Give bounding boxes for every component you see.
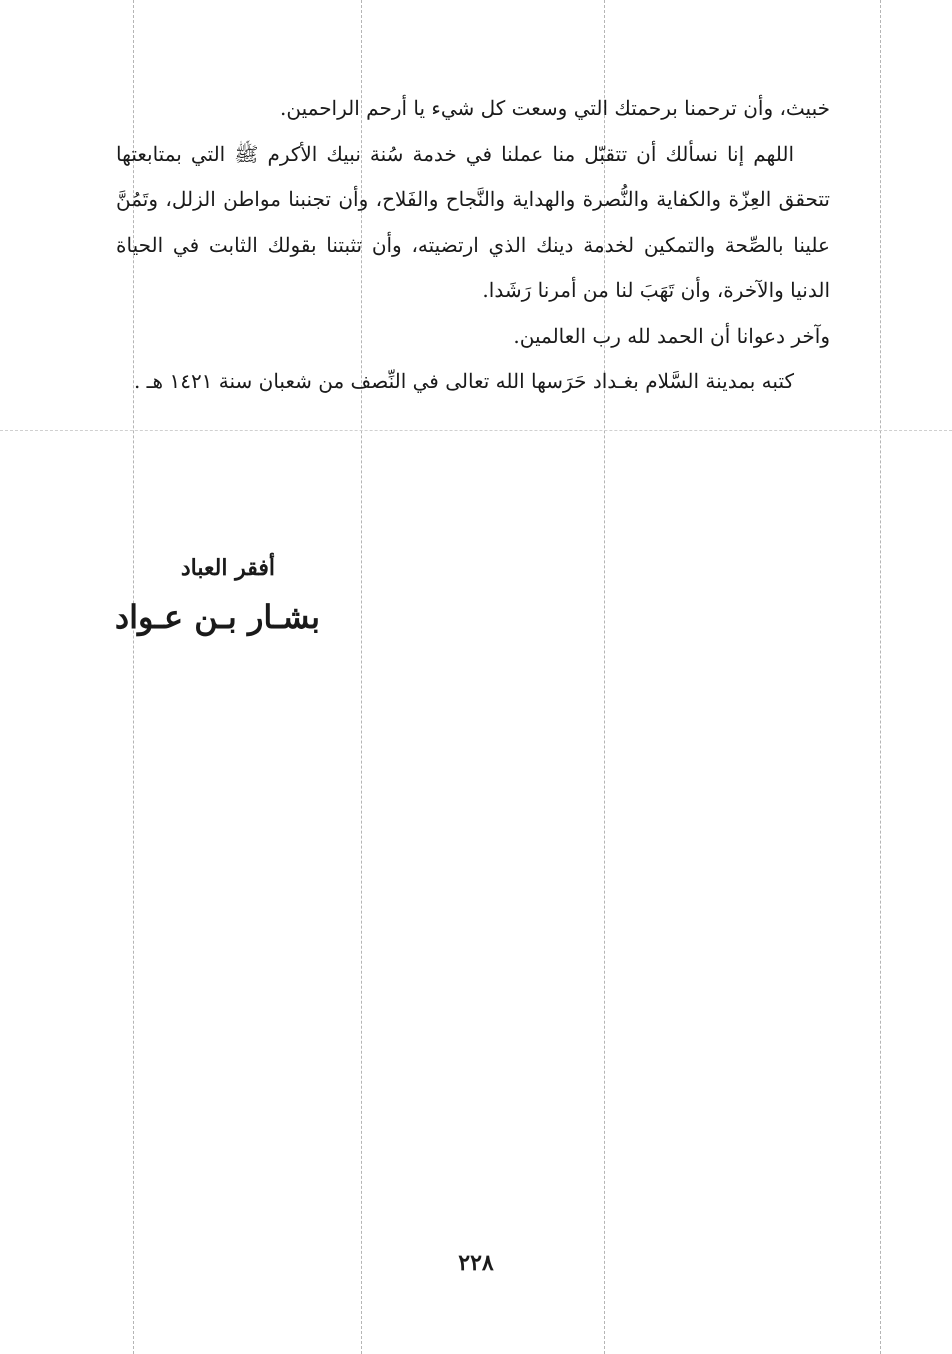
signature-title: أفقر العباد [180,555,275,581]
paragraph-continuation: خبيث، وأن ترحمنا برحمتك التي وسعت كل شيء يا أرحم الراحمين. [280,96,830,120]
body-text [116,86,830,405]
page-number: ٢٢٨ [458,1250,494,1276]
paragraph-closing: وآخر دعوانا أن الحمد لله رب العالمين. [513,323,830,348]
paragraph-prayer: اللهم إنا نسألك أن تتقبّل منا عملنا في خدمة سُنة نبيك الأكرم ﷺ التي بمتابعتها تتحقق العِزّة والكفاية والنُّصرة والهداية والنَّجاح والفَلاح، وأن تجنبنا مواطن الزلل، وتَمُنَّ علينا بالصِّحة والتمكين لخدمة دينك الذي ارتضيته، وأن تثبتنا بقولك الثابت في الحياة الدنيا والآخرة، وأن تَهَبَ لنا من أمرنا رَشَدا. [116,141,830,302]
signature-name: بشـار بـن عـواد [114,598,320,636]
guide-line [880,0,881,1354]
paragraph-colophon: كتبه بمدينة السَّلام بغـداد حَرَسها الله تعالى في النِّصف من شعبان سنة ١٤٢١ هـ . [133,369,794,393]
guide-line [0,430,952,431]
